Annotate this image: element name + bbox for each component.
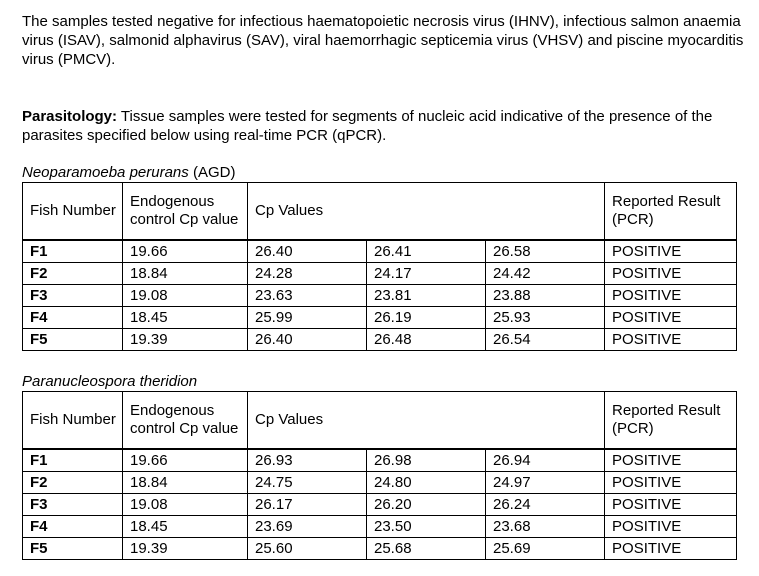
species-name: Paranucleospora theridion xyxy=(22,373,198,390)
table-row xyxy=(23,240,737,263)
table-header-row xyxy=(23,183,737,241)
header-cp-values: Cp Values xyxy=(248,392,605,450)
cell-cp-value-1: 25.60 xyxy=(248,538,367,560)
cell-reported-result: POSITIVE xyxy=(605,449,737,472)
table-row xyxy=(23,472,737,494)
cell-fish-number: F5 xyxy=(23,538,123,560)
table-row xyxy=(23,307,737,329)
parasitology-text: Tissue samples were tested for segments of nucleic acid indicative of the presence of the parasites specified below using real-time PCR (qPCR). xyxy=(22,108,713,144)
cell-cp-value-2: 26.98 xyxy=(367,449,486,472)
cell-cp-value-3: 24.42 xyxy=(486,263,605,285)
cell-fish-number: F4 xyxy=(23,516,123,538)
cell-reported-result: POSITIVE xyxy=(605,472,737,494)
cell-cp-value-2: 23.81 xyxy=(367,285,486,307)
cell-cp-value-3: 25.69 xyxy=(486,538,605,560)
cell-cp-value-3: 23.88 xyxy=(486,285,605,307)
results-table-2 xyxy=(22,391,737,560)
cell-cp-value-1: 26.40 xyxy=(248,240,367,263)
cell-cp-value-3: 25.93 xyxy=(486,307,605,329)
table-body xyxy=(23,240,737,351)
cell-reported-result: POSITIVE xyxy=(605,538,737,560)
table-header-row xyxy=(23,392,737,450)
cell-cp-value-1: 26.40 xyxy=(248,329,367,351)
cell-reported-result: POSITIVE xyxy=(605,263,737,285)
cell-cp-value-3: 26.24 xyxy=(486,494,605,516)
cell-cp-value-2: 26.41 xyxy=(367,240,486,263)
cell-endogenous-cp: 19.66 xyxy=(123,240,248,263)
intro-paragraph: The samples tested negative for infectious haematopoietic necrosis virus (IHNV), infectious salmon anaemia virus (ISAV), salmonid alphavirus (SAV), viral haemorrhagic septicemia virus (VHSV) and piscine myocarditis virus (PMCV). xyxy=(22,13,744,68)
header-endogenous-control: Endogenous control Cp value xyxy=(123,392,248,450)
cell-cp-value-1: 26.17 xyxy=(248,494,367,516)
cell-cp-value-2: 25.68 xyxy=(367,538,486,560)
table-row xyxy=(23,285,737,307)
cell-endogenous-cp: 19.08 xyxy=(123,285,248,307)
cell-reported-result: POSITIVE xyxy=(605,307,737,329)
cell-reported-result: POSITIVE xyxy=(605,494,737,516)
cell-cp-value-1: 23.63 xyxy=(248,285,367,307)
cell-endogenous-cp: 18.45 xyxy=(123,307,248,329)
cell-fish-number: F4 xyxy=(23,307,123,329)
header-reported-result: Reported Result (PCR) xyxy=(605,392,737,450)
cell-cp-value-3: 26.94 xyxy=(486,449,605,472)
cell-endogenous-cp: 18.45 xyxy=(123,516,248,538)
cell-fish-number: F3 xyxy=(23,494,123,516)
parasitology-paragraph xyxy=(22,107,752,145)
table-row xyxy=(23,516,737,538)
species-name: Neoparamoeba perurans xyxy=(22,164,189,181)
cell-cp-value-2: 26.20 xyxy=(367,494,486,516)
cell-cp-value-1: 26.93 xyxy=(248,449,367,472)
cell-cp-value-2: 26.19 xyxy=(367,307,486,329)
header-fish-number: Fish Number xyxy=(23,392,123,450)
cell-cp-value-2: 26.48 xyxy=(367,329,486,351)
table-row xyxy=(23,263,737,285)
cell-fish-number: F2 xyxy=(23,472,123,494)
cell-cp-value-1: 24.75 xyxy=(248,472,367,494)
cell-cp-value-1: 24.28 xyxy=(248,263,367,285)
table-caption-2 xyxy=(22,373,197,391)
header-fish-number: Fish Number xyxy=(23,183,123,241)
cell-fish-number: F3 xyxy=(23,285,123,307)
cell-endogenous-cp: 19.39 xyxy=(123,329,248,351)
table-caption-1 xyxy=(22,164,235,182)
cell-reported-result: POSITIVE xyxy=(605,240,737,263)
cell-endogenous-cp: 19.39 xyxy=(123,538,248,560)
table-row xyxy=(23,449,737,472)
cell-cp-value-2: 24.80 xyxy=(367,472,486,494)
cell-cp-value-1: 25.99 xyxy=(248,307,367,329)
parasitology-label: Parasitology: xyxy=(22,108,118,125)
cell-fish-number: F1 xyxy=(23,449,123,472)
cell-cp-value-3: 24.97 xyxy=(486,472,605,494)
cell-endogenous-cp: 18.84 xyxy=(123,472,248,494)
cell-cp-value-3: 26.54 xyxy=(486,329,605,351)
header-cp-values: Cp Values xyxy=(248,183,605,241)
cell-endogenous-cp: 19.08 xyxy=(123,494,248,516)
cell-cp-value-2: 23.50 xyxy=(367,516,486,538)
table-row xyxy=(23,329,737,351)
results-table-1 xyxy=(22,182,737,351)
cell-reported-result: POSITIVE xyxy=(605,516,737,538)
cell-fish-number: F2 xyxy=(23,263,123,285)
cell-fish-number: F5 xyxy=(23,329,123,351)
cell-cp-value-2: 24.17 xyxy=(367,263,486,285)
table-row xyxy=(23,538,737,560)
table-row xyxy=(23,494,737,516)
cell-endogenous-cp: 19.66 xyxy=(123,449,248,472)
cell-reported-result: POSITIVE xyxy=(605,285,737,307)
header-endogenous-control: Endogenous control Cp value xyxy=(123,183,248,241)
cell-reported-result: POSITIVE xyxy=(605,329,737,351)
header-reported-result: Reported Result (PCR) xyxy=(605,183,737,241)
caption-suffix: (AGD) xyxy=(188,164,236,181)
cell-cp-value-3: 26.58 xyxy=(486,240,605,263)
cell-fish-number: F1 xyxy=(23,240,123,263)
cell-cp-value-3: 23.68 xyxy=(486,516,605,538)
cell-endogenous-cp: 18.84 xyxy=(123,263,248,285)
cell-cp-value-1: 23.69 xyxy=(248,516,367,538)
table-body xyxy=(23,449,737,560)
